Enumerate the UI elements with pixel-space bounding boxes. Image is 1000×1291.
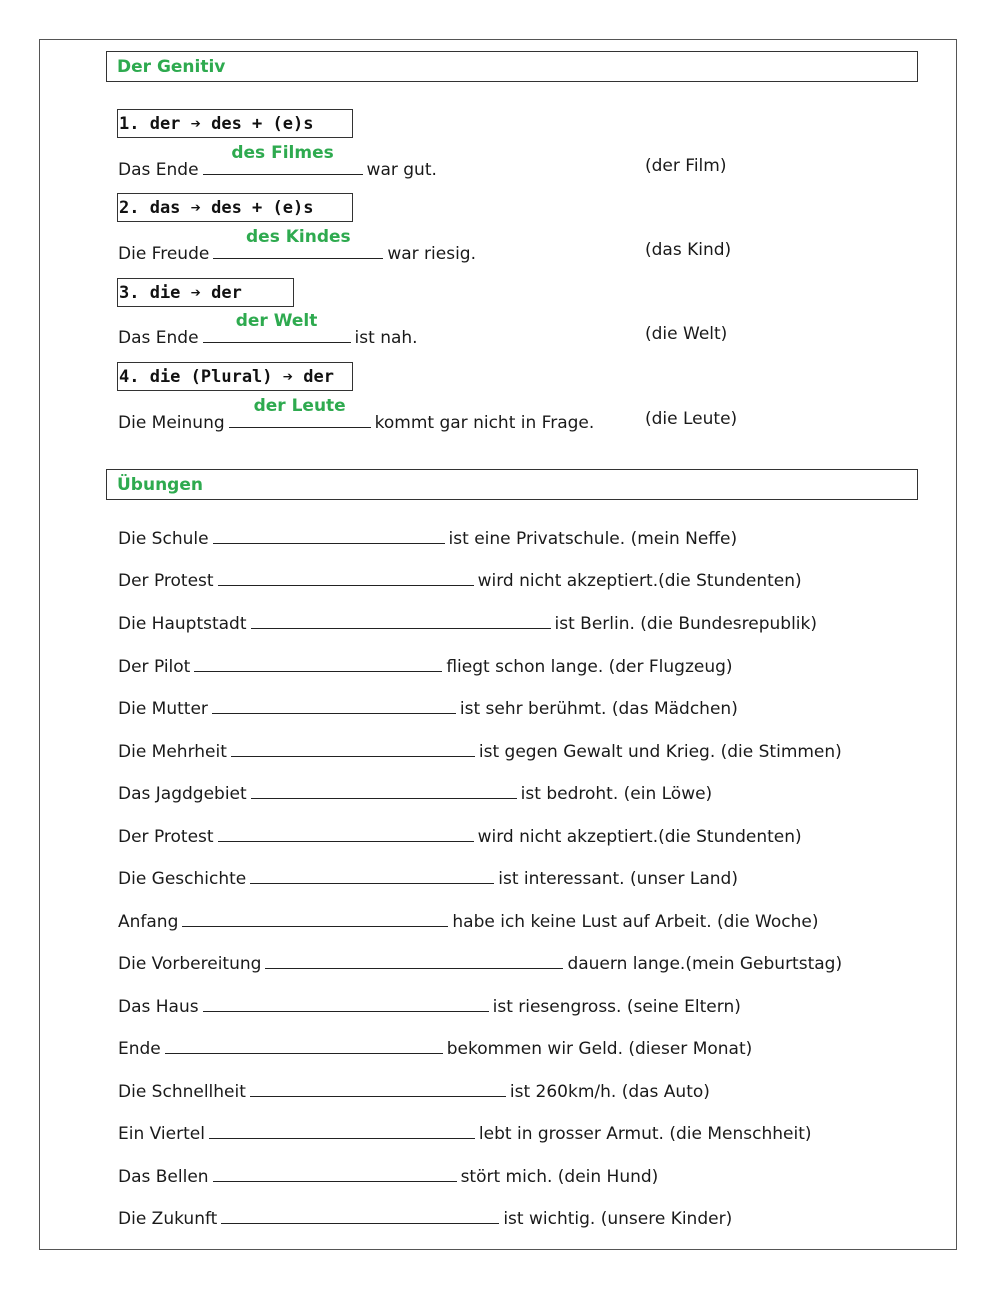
answer-text: der Welt (235, 311, 318, 331)
rule-label: 1. der ➔ des + (e)s (119, 114, 314, 134)
hint: (die Welt) (645, 324, 728, 344)
answer-blank[interactable] (194, 653, 442, 672)
rule-box-2 (117, 193, 353, 222)
sentence-start: Ein Viertel (118, 1124, 205, 1144)
sentence-end: kommt gar nicht in Frage. (374, 413, 595, 433)
sentence-end: lebt in grosser Armut. (die Menschheit) (478, 1124, 812, 1144)
sentence-end: ist 260km/h. (das Auto) (509, 1082, 710, 1102)
answer-blank[interactable] (203, 993, 489, 1012)
answer-text: des Filmes (231, 143, 334, 163)
hint: (der Film) (645, 156, 727, 176)
sentence-end: ist gegen Gewalt und Krieg. (die Stimmen) (478, 742, 842, 762)
sentence-end: habe ich keine Lust auf Arbeit. (die Woche) (452, 912, 819, 932)
example-line-3 (118, 311, 418, 348)
exercise-line (118, 525, 737, 549)
example-line-4 (118, 396, 595, 433)
sentence-start: Die Hauptstadt (118, 614, 247, 634)
title-box (106, 51, 918, 82)
sentence-end: bekommen wir Geld. (dieser Monat) (446, 1039, 753, 1059)
sentence-end: wird nicht akzeptiert.(die Stundenten) (477, 571, 802, 591)
rule-label: 2. das ➔ des + (e)s (119, 198, 314, 218)
answer-blank[interactable] (212, 695, 456, 714)
exercise-line (118, 738, 842, 762)
sentence-end: war riesig. (387, 244, 476, 264)
answer-blank[interactable] (250, 865, 494, 884)
sentence-end: fliegt schon lange. (der Flugzeug) (446, 657, 733, 677)
answer-blank[interactable] (250, 1078, 506, 1097)
sentence-start: Die Mehrheit (118, 742, 227, 762)
sentence-end: ist eine Privatschule. (mein Neffe) (448, 529, 738, 549)
answer-blank[interactable] (213, 1163, 457, 1182)
rule-label: 3. die ➔ der (119, 283, 242, 303)
sentence-start: Das Ende (118, 328, 199, 348)
sentence-start: Anfang (118, 912, 179, 932)
answer-blank[interactable] (165, 1035, 443, 1054)
exercise-line (118, 1163, 658, 1187)
exercise-line (118, 1120, 812, 1144)
answer-blank[interactable] (251, 610, 551, 629)
page-title: Der Genitiv (117, 57, 226, 77)
sentence-start: Der Protest (118, 827, 214, 847)
sentence-start: Das Jagdgebiet (118, 784, 247, 804)
sentence-start: Das Haus (118, 997, 199, 1017)
sentence-end: ist Berlin. (die Bundesrepublik) (554, 614, 817, 634)
exercise-line (118, 1078, 710, 1102)
sentence-start: Der Pilot (118, 657, 191, 677)
rule-label: 4. die (Plural) ➔ der (119, 367, 334, 387)
sentence-start: Das Ende (118, 160, 199, 180)
exercises-box (106, 469, 918, 500)
example-line-1 (118, 143, 437, 180)
sentence-end: stört mich. (dein Hund) (460, 1167, 659, 1187)
answer-blank[interactable] (203, 311, 351, 343)
exercise-line (118, 865, 738, 889)
sentence-end: dauern lange.(mein Geburtstag) (567, 954, 843, 974)
sentence-end: war gut. (366, 160, 437, 180)
exercise-line (118, 1205, 732, 1229)
exercise-line (118, 908, 818, 932)
exercise-line (118, 950, 842, 974)
rule-box-1 (117, 109, 353, 138)
answer-blank[interactable] (265, 950, 563, 969)
sentence-start: Die Schnellheit (118, 1082, 246, 1102)
hint: (die Leute) (645, 409, 738, 429)
sentence-end: ist nah. (354, 328, 418, 348)
sentence-start: Das Bellen (118, 1167, 209, 1187)
sentence-start: Die Schule (118, 529, 209, 549)
sentence-start: Der Protest (118, 571, 214, 591)
sentence-start: Die Freude (118, 244, 210, 264)
sentence-start: Die Meinung (118, 413, 225, 433)
exercises-title: Übungen (117, 475, 203, 495)
sentence-end: ist wichtig. (unsere Kinder) (503, 1209, 733, 1229)
exercise-line (118, 567, 802, 591)
hint: (das Kind) (645, 240, 732, 260)
answer-blank[interactable] (213, 525, 445, 544)
sentence-end: wird nicht akzeptiert.(die Stundenten) (477, 827, 802, 847)
answer-blank[interactable] (209, 1120, 475, 1139)
answer-blank[interactable] (213, 227, 383, 259)
rule-box-3 (117, 278, 294, 307)
exercise-line (118, 695, 738, 719)
answer-blank[interactable] (221, 1205, 499, 1224)
answer-blank[interactable] (231, 738, 475, 757)
exercise-line (118, 780, 712, 804)
exercise-line (118, 993, 741, 1017)
sentence-start: Ende (118, 1039, 161, 1059)
sentence-start: Die Zukunft (118, 1209, 218, 1229)
exercise-line (118, 653, 733, 677)
answer-blank[interactable] (203, 143, 363, 175)
answer-text: der Leute (253, 396, 346, 416)
example-line-2 (118, 227, 476, 264)
answer-blank[interactable] (229, 396, 371, 428)
sentence-start: Die Vorbereitung (118, 954, 262, 974)
exercise-line (118, 1035, 752, 1059)
sentence-start: Die Geschichte (118, 869, 247, 889)
rule-box-4 (117, 362, 353, 391)
answer-blank[interactable] (182, 908, 448, 927)
sentence-end: ist interessant. (unser Land) (498, 869, 738, 889)
exercise-line (118, 610, 817, 634)
answer-blank[interactable] (251, 780, 517, 799)
answer-blank[interactable] (218, 823, 474, 842)
sentence-start: Die Mutter (118, 699, 208, 719)
sentence-end: ist riesengross. (seine Eltern) (492, 997, 741, 1017)
answer-blank[interactable] (218, 567, 474, 586)
answer-text: des Kindes (246, 227, 351, 247)
sentence-end: ist bedroht. (ein Löwe) (520, 784, 713, 804)
exercise-line (118, 823, 802, 847)
sentence-end: ist sehr berühmt. (das Mädchen) (459, 699, 738, 719)
